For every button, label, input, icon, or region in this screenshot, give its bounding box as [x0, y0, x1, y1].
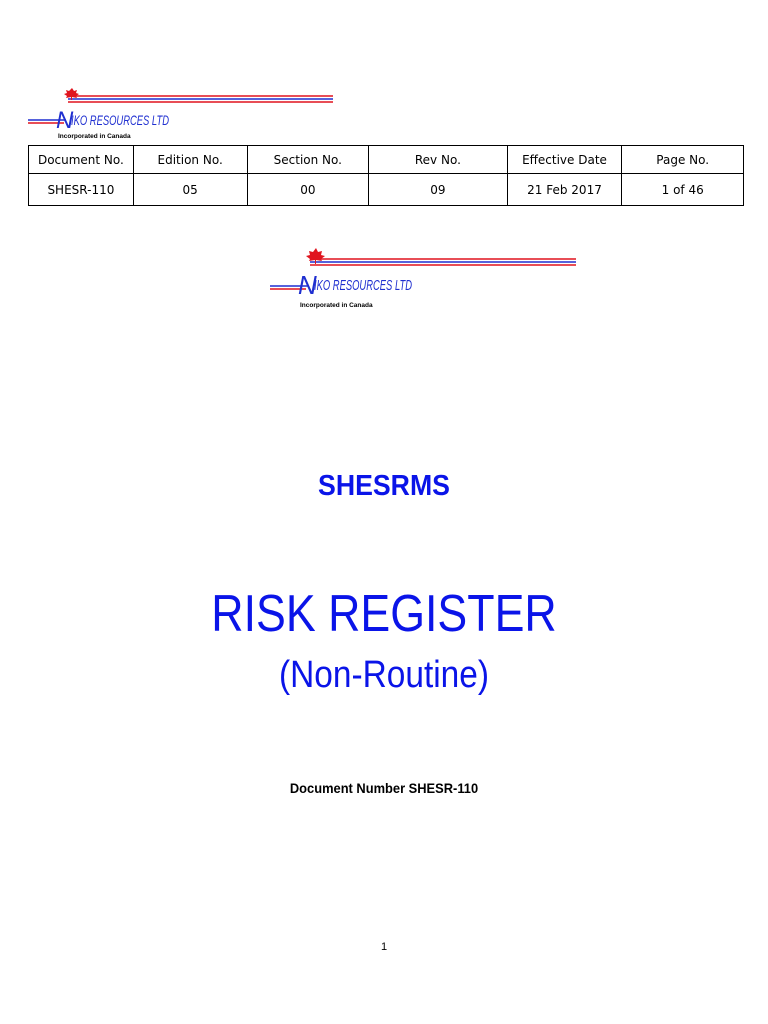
header-cell-rev-no: Rev No. [369, 146, 507, 174]
header-cell-document-no: Document No. [29, 146, 134, 174]
value-cell-effective-date: 21 Feb 2017 [507, 174, 622, 206]
value-cell-rev-no: 09 [369, 174, 507, 206]
value-cell-section-no: 00 [247, 174, 369, 206]
logo-tagline: Incorporated in Canada [300, 302, 373, 309]
header-cell-page-no: Page No. [622, 146, 744, 174]
program-name: SHESRMS [318, 470, 450, 502]
page-number: 1 [380, 941, 388, 953]
document-title: RISK REGISTER [211, 585, 557, 643]
document-number: Document Number SHESR-110 [289, 780, 479, 796]
header-cell-edition-no: Edition No. [133, 146, 247, 174]
value-cell-page-no: 1 of 46 [622, 174, 744, 206]
logo-tagline: Incorporated in Canada [58, 133, 131, 140]
value-cell-edition-no: 05 [133, 174, 247, 206]
document-control-table [28, 145, 744, 206]
value-cell-document-no: SHESR-110 [29, 174, 134, 206]
company-logo-cover [270, 245, 580, 315]
maple-leaf-icon [64, 88, 79, 100]
logo-company-name: IKO RESOURCES LTD [71, 112, 169, 128]
logo-initial: N [56, 107, 74, 134]
logo-company-name: IKO RESOURCES LTD [314, 277, 413, 294]
header-cell-effective-date: Effective Date [507, 146, 622, 174]
company-logo-header [28, 86, 338, 146]
table-value-row [29, 174, 744, 206]
header-cell-section-no: Section No. [247, 146, 369, 174]
document-subtitle: (Non-Routine) [278, 654, 490, 696]
table-header-row [29, 146, 744, 174]
logo-initial: N [298, 270, 317, 300]
